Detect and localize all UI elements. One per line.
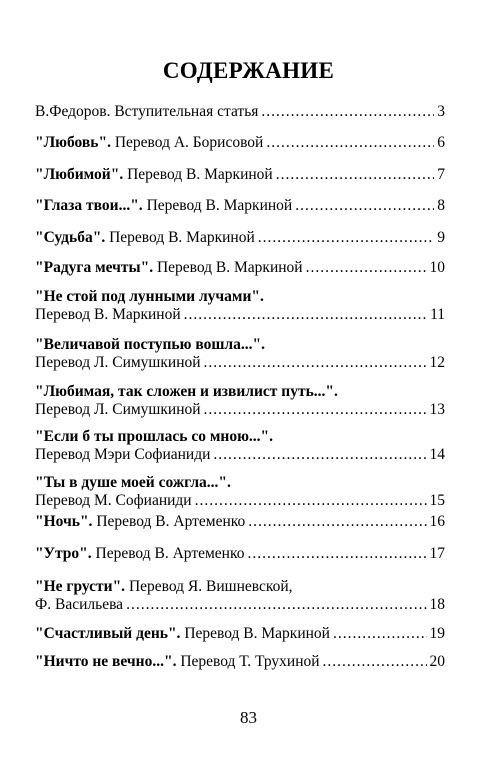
toc-entry-page: 8 [437, 197, 445, 214]
toc-entry [35, 545, 445, 563]
leader-dots [126, 596, 426, 614]
leader-dots [258, 229, 435, 247]
toc-entry-page: 14 [429, 446, 445, 463]
toc-entry-author: Перевод В. Маркиной [105, 229, 255, 246]
leader-dots [248, 513, 426, 531]
toc-entry-title: "Величавой поступью вошла...". [35, 336, 265, 353]
leader-dots [266, 134, 434, 152]
toc-entry [35, 474, 445, 510]
toc-entry-title: "Не грусти". [35, 578, 126, 595]
toc-entry-author: Перевод В. Артеменко [92, 513, 246, 530]
toc-entry-author: Перевод Я. Вишневской, [125, 578, 293, 595]
leader-dots [306, 259, 427, 277]
leader-dots [195, 492, 427, 510]
toc-entry [35, 383, 445, 419]
toc-entry-page: 13 [429, 401, 445, 418]
toc-entry-author: Перевод А. Борисовой [110, 134, 264, 151]
toc-entry [35, 513, 445, 531]
toc-entry-title: "Любимая, так сложен и извилист путь...". [35, 383, 338, 400]
toc-entry [35, 103, 445, 121]
toc-entry-page: 10 [429, 259, 445, 276]
leader-dots [276, 166, 435, 184]
toc-entry [35, 428, 445, 464]
leader-dots [204, 401, 427, 419]
toc-entry [35, 134, 445, 152]
toc-entry-title: "Глаза твои...". [35, 197, 143, 214]
toc-entry-page: 20 [429, 653, 445, 670]
toc-entry-author: Перевод В. Маркиной [123, 166, 273, 183]
toc-entry-title: "Если б ты прошлась со мною...". [35, 428, 274, 445]
toc-entry-title: "Ничто не вечно...". [35, 653, 177, 670]
toc-entry-title: "Ночь". [35, 513, 93, 530]
toc-entry-page: 15 [429, 492, 445, 509]
toc-entry-title: "Счастливый день". [35, 625, 181, 642]
toc-entry-author: Перевод Л. Симушкиной [35, 401, 201, 418]
toc-entry-page: 9 [437, 229, 445, 246]
toc-entry-title: "Радуга мечты". [35, 259, 154, 276]
leader-dots [261, 103, 434, 121]
leader-dots [213, 446, 426, 464]
toc-entry-author: Перевод Т. Трухиной [176, 653, 320, 670]
toc-entry [35, 336, 445, 372]
toc-entry-author-continued: Ф. Васильева [35, 596, 124, 613]
toc-entry-author: Перевод Л. Симушкиной [35, 354, 201, 371]
leader-dots [184, 306, 427, 324]
toc-entry-title: "Ты в душе моей сожгла...". [35, 474, 231, 491]
toc-entry-page: 11 [430, 306, 445, 323]
toc-entry [35, 578, 445, 614]
toc-entry-author: Перевод М. Софианиди [35, 492, 192, 509]
toc-entry-page: 12 [429, 354, 445, 371]
toc-entry-page: 6 [437, 134, 445, 151]
toc-entry [35, 288, 445, 324]
toc-entry-author: Перевод Мэри Софианиди [35, 446, 211, 463]
toc-entry-page: 19 [429, 625, 445, 642]
toc-entry-title: "Любимой". [35, 166, 124, 183]
toc-entry-author: В.Федоров. Вступительная статья [35, 103, 259, 120]
toc-entry-title: "Судьба". [35, 229, 106, 246]
toc-entry-author: Перевод В. Маркиной [142, 197, 293, 214]
toc-entry-title: "Утро". [35, 545, 92, 562]
toc-entry-page: 16 [429, 513, 445, 530]
toc-entry-title: "Не стой под лунными лучами". [35, 288, 264, 305]
toc-entry [35, 259, 445, 277]
leader-dots [333, 625, 427, 643]
toc-entry-page: 17 [429, 545, 445, 562]
toc-entry-page: 18 [429, 596, 445, 613]
toc-entry-author: Перевод В. Маркиной [35, 306, 181, 323]
toc-entry-page: 3 [437, 103, 445, 120]
leader-dots [295, 197, 434, 215]
toc-entry [35, 653, 445, 671]
leader-dots [204, 354, 427, 372]
toc-entry-author: Перевод В. Маркиной [180, 625, 330, 642]
page-title: СОДЕРЖАНИЕ [162, 58, 335, 83]
leader-dots [247, 545, 426, 563]
page-number: 83 [240, 708, 257, 727]
leader-dots [323, 653, 427, 671]
toc-entry-title: "Любовь". [35, 134, 111, 151]
toc-entry [35, 229, 445, 247]
toc-entry [35, 166, 445, 184]
toc-entry-page: 7 [437, 166, 445, 183]
toc-entry-author: Перевод В. Артеменко [91, 545, 245, 562]
toc-entry [35, 625, 445, 643]
toc-entry-author: Перевод В. Маркиной [153, 259, 303, 276]
toc-entry [35, 197, 445, 215]
